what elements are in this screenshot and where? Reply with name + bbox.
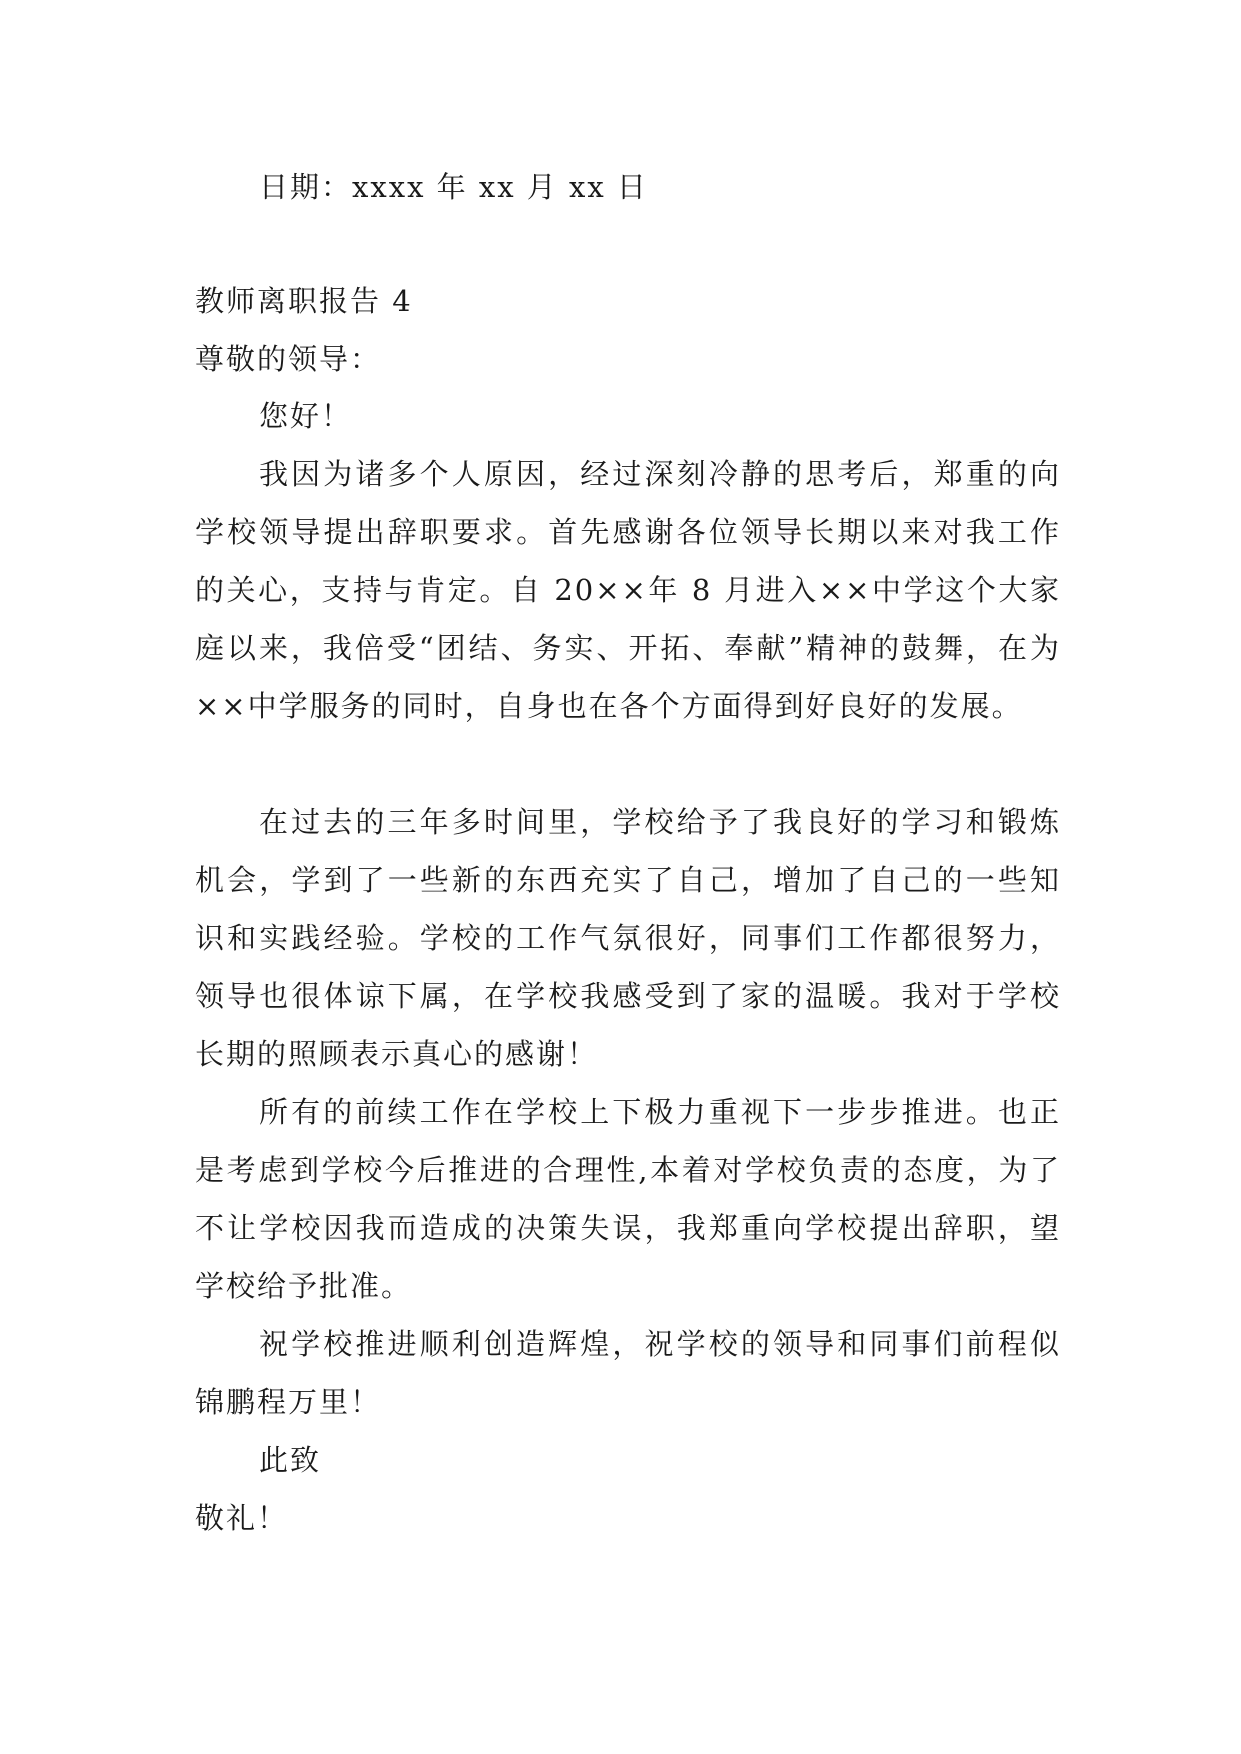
paragraph-2: 在过去的三年多时间里，学校给予了我良好的学习和锻炼机会，学到了一些新的东西充实了自己，增加了自己的一些知识和实践经验。学校的工作气氛很好，同事们工作都很努力，领导也很体谅下属，在学校我感受到了家的温暖。我对于学校长期的照顾表示真心的感谢！ xyxy=(195,805,1061,1071)
salutation: 尊敬的领导： xyxy=(195,342,382,376)
document-title: 教师离职报告 4 xyxy=(195,284,413,318)
date-line: 日期：xxxx 年 xx 月 xx 日 xyxy=(259,170,648,204)
closing-jingli: 敬礼！ xyxy=(195,1501,289,1535)
paragraph-1: 我因为诸多个人原因，经过深刻冷静的思考后，郑重的向学校领导提出辞职要求。首先感谢各位领导长期以来对我工作的关心，支持与肯定。自 20××年 8 月进入××中学这个大家庭以来，我倍受“团结、务实、开拓、奉献”精神的鼓舞，在为××中学服务的同时，自身也在各个方面得到好良好的发展。 xyxy=(195,457,1061,723)
paragraph-4: 祝学校推进顺利创造辉煌，祝学校的领导和同事们前程似锦鹏程万里！ xyxy=(195,1327,1061,1419)
paragraph-3: 所有的前续工作在学校上下极力重视下一步步推进。也正是考虑到学校今后推进的合理性,本着对学校负责的态度，为了不让学校因我而造成的决策失误，我郑重向学校提出辞职，望学校给予批准。 xyxy=(195,1095,1061,1303)
closing-cizhi: 此致 xyxy=(259,1443,322,1477)
greeting: 您好！ xyxy=(259,399,353,433)
